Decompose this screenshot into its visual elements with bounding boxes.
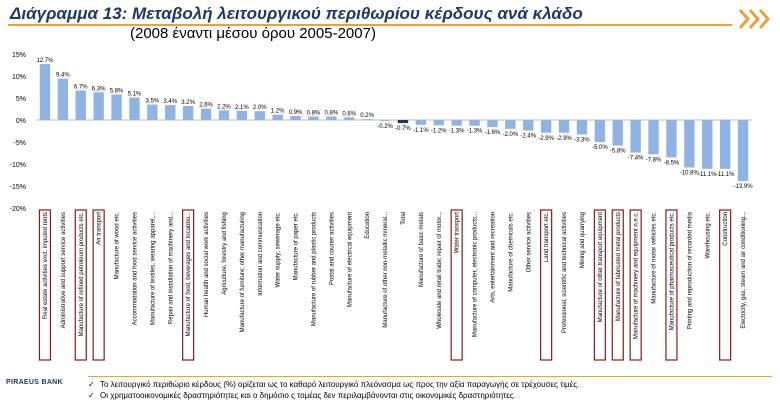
category-label: Warehousing etc.	[705, 212, 712, 259]
category-label: Manufacture of refined petroleum products etc.	[78, 212, 85, 337]
category-label: Manufacture of motor vehicles etc.	[651, 212, 658, 304]
data-label: -2.4%	[520, 133, 537, 140]
data-label: -8.5%	[663, 160, 680, 167]
bar	[613, 120, 623, 146]
bar	[666, 120, 676, 157]
bar	[451, 120, 461, 126]
bar	[76, 91, 86, 120]
y-tick-label: -5%	[13, 140, 26, 147]
data-label: 5.8%	[109, 88, 124, 95]
bar	[183, 106, 193, 120]
footnote-2-text: Οι χρηματοοικονομικές δραστηριότητες και ο δημόσιο ς τομέας δεν περιλαμβάνονται στις οικονομικές δραστηριότητες.	[100, 391, 516, 400]
category-label: Manufacture of wood etc.	[114, 212, 121, 280]
bar	[487, 120, 497, 127]
data-label: -5.8%	[609, 148, 626, 155]
category-label: Land transport etc.	[544, 212, 551, 263]
category-label: Professional, scientific and technical activities	[562, 212, 569, 334]
bar	[541, 120, 551, 133]
bar	[434, 120, 444, 125]
decorative-chevrons-icon	[738, 8, 772, 30]
data-label: -2.9%	[556, 135, 572, 142]
y-tick-label: -20%	[9, 206, 26, 213]
footnote-1-text: Το λειτουργικό περιθώριο κέρδους (%) ορίζεται ως το καθαρό λειτουργικό πλεόνασμα ως προς την αξία παραγωγής σε τρέχουσες τιμές.	[100, 380, 580, 389]
data-label: 3.4%	[163, 99, 178, 106]
bar	[505, 120, 515, 129]
category-label: Manufacture of food, beverages and tocabbo...	[186, 212, 193, 337]
data-label: 3.5%	[145, 98, 160, 105]
bar-chart	[0, 44, 780, 374]
data-label: 3.2%	[181, 99, 195, 106]
bar	[219, 110, 229, 120]
bar	[201, 109, 211, 120]
bar	[111, 94, 121, 120]
data-label: 2.1%	[235, 104, 249, 111]
category-label: Real estate activities excl. imputed rents	[42, 212, 49, 320]
category-label: Education	[365, 212, 372, 239]
bar	[523, 120, 533, 131]
checkmark-icon: ✓	[88, 380, 95, 389]
data-label: -5.0%	[592, 145, 608, 151]
data-label: 0.2%	[360, 113, 374, 120]
category-label: Administrative and support service activities	[60, 212, 67, 329]
data-label: -1.3%	[448, 128, 465, 135]
bar	[58, 79, 68, 120]
category-label: Manufacture of other transport equipment	[597, 212, 604, 323]
data-label: -1.3%	[466, 128, 483, 135]
data-label: 0.8%	[306, 110, 321, 117]
bar	[738, 120, 748, 181]
y-tick-label: -10%	[9, 162, 26, 169]
category-label: Postal and courier activities	[329, 212, 336, 286]
bar	[577, 120, 587, 135]
bar	[290, 116, 300, 120]
data-label: -2.9%	[538, 135, 554, 142]
data-label: -3.3%	[574, 137, 590, 144]
data-label: -11.1%	[715, 171, 735, 178]
data-label: 1.2%	[270, 108, 285, 115]
footer-divider	[88, 376, 772, 377]
category-label: Manufacture of computer, electronic products...	[472, 212, 479, 338]
category-label: Agriculture, forestry and fishing	[221, 212, 228, 295]
data-label: -2.0%	[502, 131, 519, 138]
category-label: Mining and quarrying	[579, 212, 586, 269]
footnote-2	[88, 390, 579, 401]
category-label: Manufacture of furniture; other manufacturing	[239, 212, 246, 333]
category-label: Water transport	[454, 212, 461, 254]
bars	[40, 64, 748, 181]
category-label: Manufacture of pharmaceutical products etc.	[669, 212, 676, 331]
data-label: 0.9%	[288, 110, 303, 117]
category-label: Manufacture of basic metals	[418, 212, 425, 288]
bar	[720, 120, 730, 169]
data-label: 6.7%	[73, 84, 88, 91]
data-label: -7.8%	[645, 157, 662, 164]
bar	[326, 116, 336, 120]
category-label: Manufacture of paper etc.	[293, 212, 300, 281]
y-tick-label: 0%	[15, 118, 26, 125]
y-tick-label: 10%	[11, 74, 26, 81]
category-label: Manufacture of other non-metallic mineral...	[383, 212, 390, 328]
category-label: Arts, entertainment and recreation	[490, 212, 497, 303]
category-label: Total	[400, 212, 407, 225]
category-label: Other service activities	[526, 212, 533, 273]
bar	[469, 120, 479, 126]
bar	[165, 105, 175, 120]
category-label: Printing and reproduction of recorded media	[687, 212, 694, 330]
y-tick-label: 5%	[15, 96, 26, 103]
data-label: 9.4%	[56, 72, 70, 79]
data-label: 2.2%	[217, 104, 231, 111]
data-label: 6.3%	[91, 86, 106, 93]
bar	[380, 120, 390, 121]
data-label: -13.9%	[733, 184, 753, 191]
bar	[702, 120, 712, 169]
category-label: Electricity, gas, steam and air conditioning...	[741, 212, 748, 329]
bar	[630, 120, 640, 153]
bar	[237, 111, 247, 120]
category-label: Manufacture of rubber and plastic products	[311, 212, 318, 327]
category-label: Manufacture of electrical equipment	[347, 212, 354, 308]
bar	[595, 120, 605, 142]
checkmark-icon: ✓	[88, 391, 95, 400]
data-label: -10.8%	[679, 170, 699, 177]
data-label: -7.4%	[627, 155, 644, 162]
footnote-1	[88, 379, 579, 390]
bar	[40, 64, 50, 120]
category-label: Construction	[723, 212, 730, 246]
bar	[344, 117, 354, 120]
data-label: -11.1%	[697, 171, 717, 178]
category-label: Repair and installation of machinery and...	[168, 212, 175, 325]
data-label: -1.1%	[413, 127, 429, 134]
bank-logo-text: PIRAEUS BANK	[6, 379, 63, 386]
data-label: 2.6%	[199, 102, 213, 109]
bar	[362, 119, 372, 120]
y-tick-label: -15%	[9, 184, 26, 191]
bar	[93, 92, 103, 120]
bar	[272, 115, 282, 120]
bar	[255, 111, 265, 120]
category-label: Manufacture of machinery and equipment n.e.c.	[633, 212, 640, 340]
data-labels	[36, 58, 753, 190]
category-label: Manufacture of textiles, wearing apparel,...	[150, 212, 157, 326]
bar	[129, 98, 139, 120]
data-label: -0.2%	[377, 123, 393, 130]
chart-title: Διάγραμμα 13: Μεταβολή λειτουργικού περιθωρίου κέρδους ανά κλάδο	[10, 4, 583, 23]
data-label: 5.1%	[127, 91, 142, 98]
category-label: Human health and social work activities	[204, 212, 211, 318]
category-label: Water supply; sewerage etc.	[275, 212, 282, 288]
chart-subtitle: (2008 έναντι μέσου όρου 2005-2007)	[130, 25, 376, 42]
bar	[147, 105, 157, 120]
bar	[416, 120, 426, 125]
data-label: -1.6%	[484, 130, 501, 137]
y-tick-label: 15%	[11, 52, 26, 59]
data-label: 0.6%	[342, 111, 357, 118]
data-label: -1.2%	[430, 128, 447, 135]
category-label: Accommodation and food service activities	[132, 212, 139, 326]
category-label: Wholesale and retail trade; repair of motor...	[436, 212, 443, 329]
data-label: 2.0%	[252, 105, 267, 112]
bar	[684, 120, 694, 168]
category-label: Manufacture of fabricated metal products	[615, 212, 622, 322]
bar	[398, 120, 408, 123]
data-label: -0.7%	[395, 126, 411, 133]
bar	[648, 120, 658, 154]
data-label: 12.7%	[36, 58, 54, 65]
footnotes	[88, 379, 579, 401]
category-label: Manufacture of chemicals etc.	[508, 212, 515, 292]
bar	[308, 116, 318, 120]
category-label: Air transport	[96, 212, 103, 245]
data-label: 0.8%	[324, 110, 339, 117]
category-label: Information and communication	[257, 212, 264, 296]
bar	[559, 120, 569, 133]
